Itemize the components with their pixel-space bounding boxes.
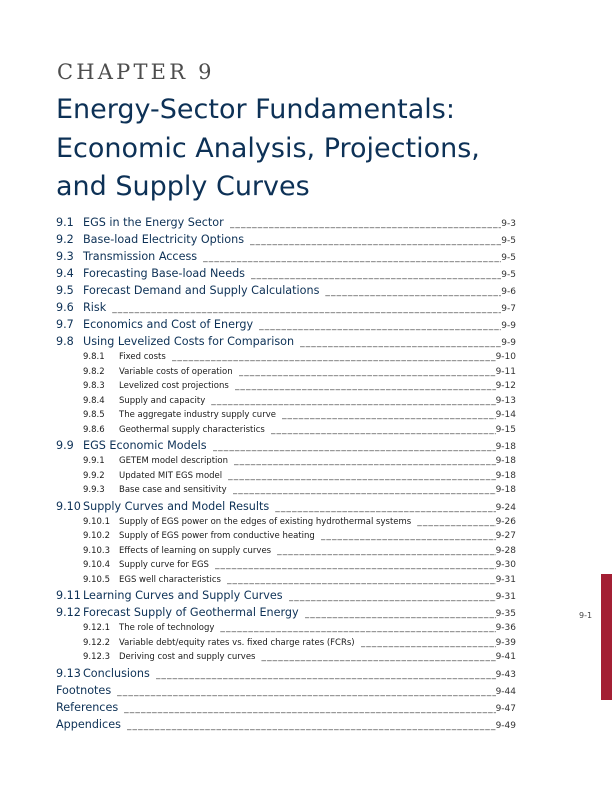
- toc-leader: [227, 573, 496, 588]
- toc-entry-label: Supply curve for EGS: [119, 560, 209, 570]
- toc-entry-number: 9.12.1: [83, 623, 111, 633]
- toc-subentry[interactable]: [56, 515, 516, 530]
- toc-leader: [259, 318, 501, 335]
- toc-entry-page: 9-47: [495, 703, 516, 714]
- toc-leader: [325, 284, 501, 301]
- toc-subentry[interactable]: [56, 544, 516, 559]
- toc-leader: [211, 394, 495, 409]
- toc-entry-page: 9-9: [501, 338, 516, 348]
- toc-leader: [417, 515, 495, 530]
- toc-entry-label: Risk: [83, 301, 107, 314]
- chapter-title: [56, 91, 576, 207]
- toc-entry-page: 9-24: [495, 502, 516, 513]
- toc-entry-page: 9-12: [495, 381, 516, 391]
- toc-entry-label: Learning Curves and Supply Curves: [83, 589, 283, 602]
- toc-entry-number: 9.8.5: [83, 410, 105, 420]
- toc-entry-label: The role of technology: [119, 623, 215, 633]
- toc-leader: [234, 454, 496, 469]
- chapter-title-line: Economic Analysis, Projections,: [56, 132, 480, 164]
- toc-leader: [250, 233, 501, 250]
- toc-leader: [361, 636, 496, 651]
- toc-entry[interactable]: [56, 498, 516, 515]
- toc-leader: [289, 589, 496, 606]
- toc-entry-page: 9-5: [501, 270, 516, 280]
- toc-entry-page: 9-9: [501, 321, 516, 331]
- toc-entry-label: Variable costs of operation: [119, 366, 233, 377]
- toc-entry-number: 9.10: [56, 499, 81, 513]
- toc-entry-number: 9.6: [56, 301, 74, 314]
- toc-entry-label: Using Levelized Costs for Comparison: [83, 335, 295, 348]
- toc-entry-page: 9-39: [495, 637, 516, 648]
- toc-entry-page: 9-18: [495, 456, 516, 466]
- toc-entry-number: 9.9.1: [83, 456, 105, 466]
- toc-entry-label: Levelized cost projections: [119, 381, 229, 391]
- toc-subentry[interactable]: [56, 379, 516, 394]
- toc-leader: [239, 365, 496, 380]
- toc-entry-page: 9-14: [495, 410, 516, 420]
- toc-entry-number: 9.9.3: [83, 485, 105, 495]
- toc-entry-number: 9.8.2: [83, 366, 105, 377]
- toc-subentry[interactable]: [56, 408, 516, 423]
- toc-entry[interactable]: [56, 231, 516, 248]
- chapter-title-line: and Supply Curves: [56, 171, 310, 202]
- toc-leader: [117, 684, 495, 701]
- toc-entry-label: Base-load Electricity Options: [83, 233, 245, 246]
- toc-entry-label: References: [56, 700, 119, 714]
- toc-subentry[interactable]: [56, 650, 516, 665]
- toc-entry-page: 9-18: [495, 485, 516, 495]
- toc-entry-page: 9-31: [495, 592, 516, 602]
- toc-entry-label: Fixed costs: [119, 352, 166, 362]
- toc-leader: [127, 718, 496, 735]
- toc-subentry[interactable]: [56, 483, 516, 498]
- toc-entry-page: 9-35: [495, 609, 516, 619]
- toc-entry-label: Deriving cost and supply curves: [119, 652, 256, 662]
- toc-entry-number: 9.8.3: [83, 381, 105, 391]
- toc-subentry[interactable]: [56, 469, 516, 484]
- toc-subentry[interactable]: [56, 558, 516, 573]
- toc-entry-label: The aggregate industry supply curve: [119, 410, 276, 420]
- toc-entry-page: 9-36: [495, 623, 516, 633]
- toc-subentry[interactable]: [56, 621, 516, 636]
- toc-leader: [156, 667, 496, 684]
- toc-entry-label: EGS in the Energy Sector: [83, 216, 224, 229]
- toc-entry-page: 9-13: [495, 395, 516, 406]
- toc-entry[interactable]: [56, 716, 516, 733]
- chapter-title-line: Energy-Sector Fundamentals:: [56, 94, 455, 125]
- toc-entry-page: 9-27: [495, 531, 516, 541]
- toc-leader: [220, 621, 495, 636]
- toc-leader: [277, 544, 495, 559]
- toc-entry-number: 9.1: [56, 216, 74, 229]
- toc-entry[interactable]: [56, 248, 516, 265]
- toc-entry-page: 9-10: [495, 352, 516, 362]
- toc-subentry[interactable]: [56, 350, 516, 365]
- toc-entry[interactable]: [56, 587, 516, 604]
- toc-subentry[interactable]: [56, 573, 516, 588]
- toc-entry[interactable]: [56, 437, 516, 454]
- toc-subentry[interactable]: [56, 636, 516, 651]
- toc-entry-number: 9.10.2: [83, 531, 111, 541]
- toc-entry-number: 9.11: [56, 589, 81, 602]
- toc-entry-label: Variable debt/equity rates vs. fixed charge rates (FCRs): [119, 637, 355, 648]
- toc-entry-label: Economics and Cost of Energy: [83, 318, 254, 331]
- toc-entry-page: 9-30: [495, 560, 516, 570]
- toc-entry-number: 9.3: [56, 250, 74, 263]
- toc-entry-label: Effects of learning on supply curves: [119, 545, 272, 556]
- toc-entry-number: 9.9: [56, 439, 74, 452]
- toc-entry[interactable]: [56, 604, 516, 621]
- toc-entry-number: 9.7: [56, 318, 74, 331]
- toc-entry-number: 9.10.3: [83, 545, 111, 556]
- toc-entry-label: Supply of EGS power on the edges of existing hydrothermal systems: [119, 516, 412, 527]
- toc-leader: [172, 350, 496, 365]
- toc-entry-page: 9-6: [501, 287, 516, 297]
- toc-leader: [203, 250, 501, 267]
- toc-entry-page: 9-43: [495, 669, 516, 680]
- toc-leader: [271, 423, 496, 438]
- toc-subentry[interactable]: [56, 454, 516, 469]
- chapter-label: CHAPTER 9: [57, 60, 215, 84]
- toc-entry-page: 9-31: [495, 574, 516, 585]
- toc-entry-label: GETEM model description: [119, 456, 228, 466]
- toc-entry-number: 9.5: [56, 284, 74, 297]
- toc-entry-label: Forecast Supply of Geothermal Energy: [83, 606, 299, 619]
- toc-entry-label: Supply and capacity: [119, 395, 206, 406]
- toc-entry-label: EGS well characteristics: [119, 574, 221, 585]
- toc-subentry[interactable]: [56, 394, 516, 409]
- toc-entry-number: 9.8.6: [83, 424, 105, 435]
- toc-entry-label: EGS Economic Models: [83, 439, 207, 452]
- toc-entry[interactable]: [56, 299, 516, 316]
- toc-entry-page: 9-28: [495, 545, 516, 556]
- toc-entry-number: 9.8.4: [83, 395, 105, 406]
- toc-entry[interactable]: [56, 316, 516, 333]
- toc-subentry[interactable]: [56, 529, 516, 544]
- toc-entry-page: 9-5: [501, 236, 516, 246]
- toc-entry-number: 9.12: [56, 606, 81, 619]
- toc-entry[interactable]: [56, 265, 516, 282]
- toc-entry[interactable]: [56, 699, 516, 716]
- toc-entry-number: 9.12.3: [83, 652, 111, 662]
- toc-entry-number: 9.13: [56, 666, 81, 680]
- toc-entry-label: Geothermal supply characteristics: [119, 424, 265, 435]
- toc-entry-label: Conclusions: [83, 666, 150, 680]
- toc-entry-number: 9.8.1: [83, 352, 105, 362]
- toc-entry-label: Transmission Access: [83, 250, 198, 263]
- toc-entry-label: Forecast Demand and Supply Calculations: [83, 284, 320, 297]
- toc-leader: [233, 483, 496, 498]
- toc-entry-page: 9-7: [501, 304, 516, 314]
- toc-leader: [235, 379, 496, 394]
- toc-entry-page: 9-41: [495, 652, 516, 662]
- toc-entry-number: 9.10.1: [83, 516, 111, 527]
- toc-entry-page: 9-5: [501, 253, 516, 263]
- toc-entry-label: Appendices: [56, 717, 121, 731]
- toc-entry-label: Forecasting Base-load Needs: [83, 267, 246, 280]
- toc-entry-page: 9-15: [495, 424, 516, 435]
- toc-entry-label: Updated MIT EGS model: [119, 470, 223, 481]
- toc-entry-label: Base case and sensitivity: [119, 485, 227, 495]
- chapter-accent-bar: [601, 574, 612, 700]
- table-of-contents: [56, 214, 516, 733]
- toc-entry-page: 9-49: [495, 720, 516, 731]
- toc-entry-page: 9-26: [495, 516, 516, 527]
- toc-entry-number: 9.10.5: [83, 574, 111, 585]
- toc-entry-page: 9-3: [501, 219, 516, 229]
- toc-leader: [321, 529, 496, 544]
- page-number: 9-1: [579, 611, 593, 620]
- toc-entry-page: 9-18: [495, 442, 516, 452]
- toc-entry-number: 9.4: [56, 267, 74, 280]
- toc-entry-number: 9.2: [56, 233, 74, 246]
- toc-entry-number: 9.9.2: [83, 470, 105, 481]
- toc-entry-page: 9-11: [495, 366, 516, 377]
- toc-entry-number: 9.8: [56, 335, 74, 348]
- toc-entry-number: 9.10.4: [83, 560, 111, 570]
- toc-entry-label: Supply Curves and Model Results: [83, 499, 270, 513]
- toc-leader: [230, 216, 502, 233]
- toc-entry[interactable]: [56, 665, 516, 682]
- toc-entry-number: 9.12.2: [83, 637, 111, 648]
- toc-entry-label: Supply of EGS power from conductive heating: [119, 531, 315, 541]
- toc-subentry[interactable]: [56, 365, 516, 380]
- toc-leader: [228, 469, 495, 484]
- toc-leader: [282, 408, 496, 423]
- toc-subentry[interactable]: [56, 423, 516, 438]
- toc-entry[interactable]: [56, 214, 516, 231]
- toc-leader: [124, 701, 495, 718]
- toc-entry-label: Footnotes: [56, 683, 112, 697]
- toc-leader: [215, 558, 496, 573]
- toc-entry[interactable]: [56, 682, 516, 699]
- toc-entry[interactable]: [56, 333, 516, 350]
- toc-entry[interactable]: [56, 282, 516, 299]
- toc-leader: [261, 650, 495, 665]
- toc-entry-page: 9-44: [495, 686, 516, 697]
- toc-entry-page: 9-18: [495, 470, 516, 481]
